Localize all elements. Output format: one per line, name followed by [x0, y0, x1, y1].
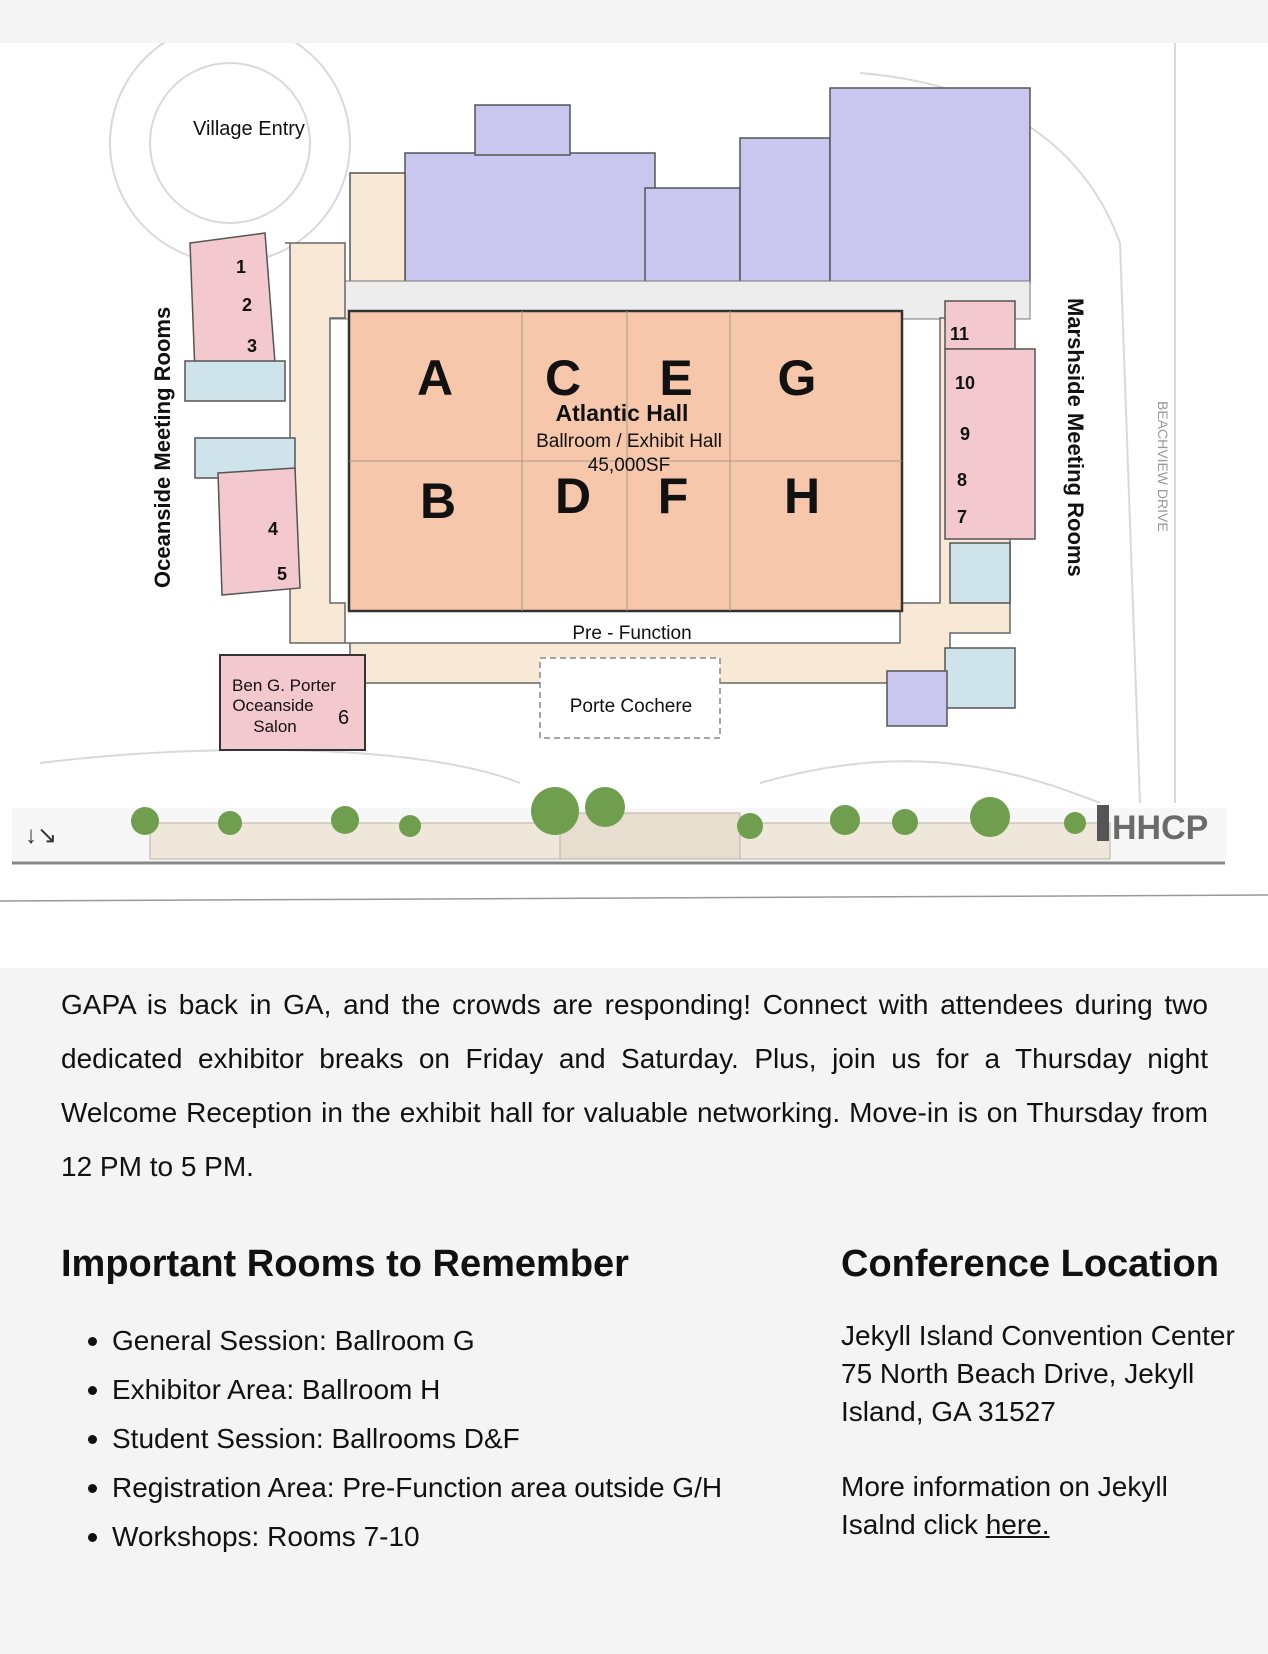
- location-address: Jekyll Island Convention Center 75 North Beach Drive, Jekyll Island, GA 31527: [841, 1320, 1235, 1427]
- list-item: General Session: Ballroom G: [84, 1316, 722, 1365]
- porte-cochere-label: Porte Cochere: [569, 696, 693, 717]
- room-list: [84, 1316, 722, 1561]
- location-heading: Conference Location: [841, 1243, 1219, 1285]
- intro-paragraph: GAPA is back in GA, and the crowds are responding! Connect with attendees during two dedicated exhibitor breaks on Friday and Saturday. Plus, join us for a Thursday night Welcome Reception in the exhibit hall for valuable networking. Move-in is on Thursday from 12 PM to 5 PM.: [61, 989, 1208, 1182]
- here-link[interactable]: here.: [985, 1509, 1050, 1540]
- floor-plan-image: [0, 43, 1268, 968]
- more-info-text: [841, 1468, 1241, 1544]
- ballroom-b: B: [419, 473, 457, 529]
- pre-function-label: Pre - Function: [572, 623, 692, 644]
- logo-text: HHCP: [1112, 809, 1209, 847]
- ballroom-e: E: [659, 350, 693, 406]
- more-info-label: More information on Jekyll Isalnd click: [841, 1471, 1168, 1540]
- ballroom-c: C: [544, 350, 582, 406]
- north-arrow-icon: ↓↘: [25, 822, 58, 849]
- salon-line-3: Salon: [253, 717, 297, 736]
- room-2: 2: [242, 295, 253, 315]
- room-11: 11: [950, 324, 970, 344]
- village-entry-label: Village Entry: [193, 118, 305, 140]
- salon-line-2: Oceanside: [232, 696, 314, 715]
- marshside-rooms-label: Marshside Meeting Rooms: [1063, 298, 1088, 577]
- oceanside-rooms: [185, 233, 300, 595]
- hall-title: Atlantic Hall: [555, 400, 689, 426]
- salon-number: 6: [338, 707, 350, 729]
- room-4: 4: [268, 519, 279, 539]
- room-8: 8: [957, 470, 968, 490]
- room-5: 5: [277, 564, 288, 584]
- salon-line-1: Ben G. Porter: [232, 676, 336, 695]
- building-elevation: [0, 787, 1268, 901]
- ballroom-d: D: [554, 468, 592, 524]
- list-item: Student Session: Ballrooms D&F: [84, 1414, 722, 1463]
- hall-size: 45,000SF: [587, 455, 671, 476]
- ballroom-f: F: [657, 468, 689, 524]
- rooms-heading: Important Rooms to Remember: [61, 1243, 629, 1285]
- room-3: 3: [247, 336, 258, 356]
- list-item: Exhibitor Area: Ballroom H: [84, 1365, 722, 1414]
- room-10: 10: [955, 373, 976, 393]
- ballroom-a: A: [416, 350, 454, 406]
- hall-subtitle: Ballroom / Exhibit Hall: [536, 431, 722, 452]
- list-item: Registration Area: Pre-Function area outside G/H: [84, 1463, 722, 1512]
- oceanside-rooms-label: Oceanside Meeting Rooms: [150, 306, 175, 588]
- room-1: 1: [236, 257, 247, 277]
- ballroom-g: G: [777, 350, 817, 406]
- room-7: 7: [957, 507, 968, 527]
- street-label: BEACHVIEW DRIVE: [1155, 401, 1171, 532]
- list-item: Workshops: Rooms 7-10: [84, 1512, 722, 1561]
- service-area: [350, 88, 1030, 283]
- ballroom-h: H: [783, 468, 821, 524]
- room-9: 9: [960, 424, 971, 444]
